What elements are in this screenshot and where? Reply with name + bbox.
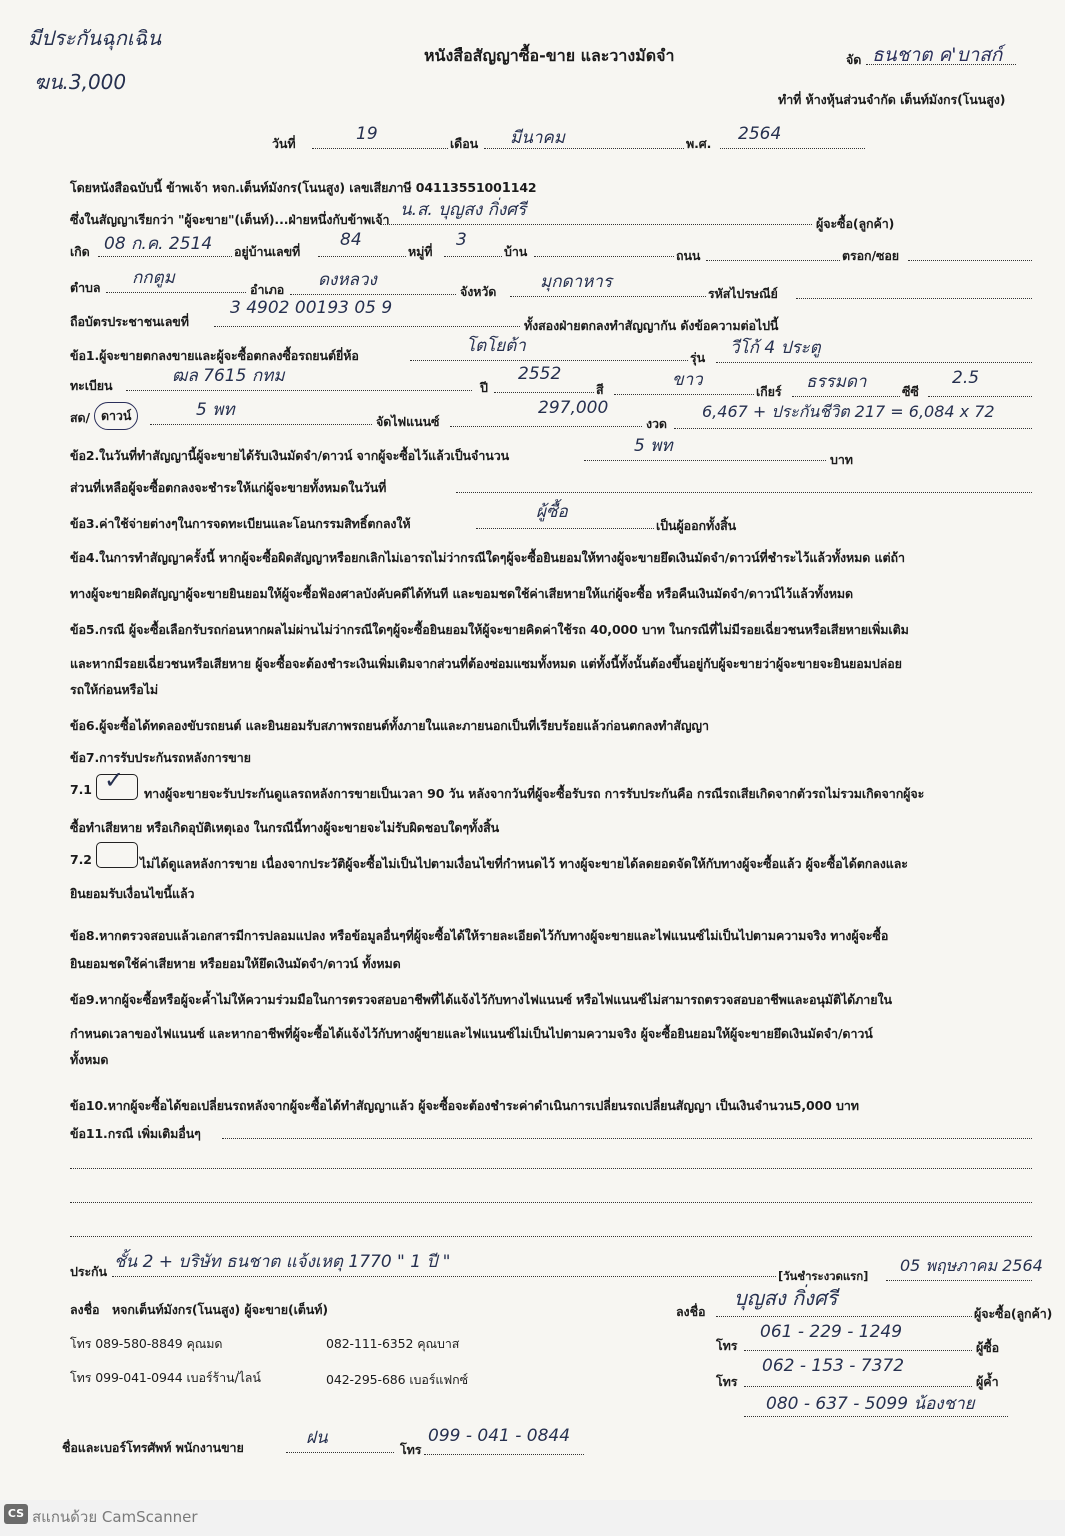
staff-name: ฝน [306, 1428, 328, 1448]
clause-9-line-2: กำหนดเวลาของไฟแนนซ์ และหากอาชีพที่ผู้จะซื้อได้แจ้งไว้กับทางผู้ขายและไฟแนนซ์ไม่เป็นไปตามความจริง ผู้จะซื้อยินยอมให้ผู้จะขายยึดเงินมัดจำ/ดาวน์ [70, 1026, 873, 1041]
guarantor-tel-label: โทร [716, 1374, 738, 1389]
seller-signature-text: หจกเต็นท์มังกร(โนนสูง) ผู้จะขาย(เต็นท์) [112, 1302, 328, 1317]
buyer-suffix: ผู้จะซื้อ(ลูกค้า) [816, 216, 895, 231]
clause-3-text: ข้อ3.ค่าใช้จ่ายต่างๆในการจดทะเบียนและโอนกรรมสิทธิ์ตกลงให้ [70, 516, 411, 531]
car-registration: ฒล 7615 กทม [172, 366, 285, 386]
clause-1-text: ข้อ1.ผู้จะขายตกลงขายและผู้จะซื้อตกลงซื้อรถยนต์ยี่ห้อ [70, 348, 359, 363]
shop-tel-3: โทร 099-041-0944 เบอร์ร้าน/ไลน์ [70, 1370, 261, 1385]
clause-3-who: ผู้ซื้อ [536, 502, 568, 522]
guarantor-tel: 062 - 153 - 7372 [762, 1356, 905, 1376]
staff-label: ชื่อและเบอร์โทรศัพท์ พนักงานขาย [62, 1440, 244, 1455]
gear-label: เกียร์ [756, 384, 782, 399]
buyer-sign-label: ลงชื่อ [676, 1304, 706, 1319]
installment-detail: 6,467 + ประกันชีวิต 217 = 6,084 x 72 [702, 402, 995, 421]
id-suffix: ทั้งสองฝ่ายตกลงทำสัญญากัน ดังข้อความต่อไปนี้ [524, 318, 779, 333]
down-amount: 5 พท [196, 400, 235, 420]
date-month-label: เดือน [450, 136, 479, 151]
house-label: อยู่บ้านเลขที่ [234, 244, 301, 259]
finance-amount: 297,000 [538, 398, 609, 418]
clause-5-line-2: และหากมีรอยเฉี่ยวชนหรือเสียหาย ผู้จะซื้อจะต้องชำระเงินเพิ่มเติมจากส่วนที่ต้องซ่อมแซมทั้งหมด แต่ทั้งนี้ทั้งนั้นต้องขึ้นอยู่กับผู้จะขายว่าผู้จะขายจะยินยอมปล่อย [70, 656, 902, 671]
clause-5-line-1: ข้อ5.กรณี ผู้จะซื้อเลือกรับรถก่อนหากผลไม่ผ่านไม่ว่ากรณีใดๆผู้จะซื้อยินยอมให้ผู้จะขายคิดค่าใช้รถ 40,000 บาท ในกรณีที่ไม่มีรอยเฉี่ยวชนหรือเสียหายเพิ่มเติม [70, 622, 909, 637]
province: มุกดาหาร [540, 272, 612, 292]
moo-number: 3 [456, 230, 467, 250]
clause-2-text: ข้อ2.ในวันที่ทำสัญญานี้ผู้จะขายได้รับเงินมัดจำ/ดาวน์ จากผู้จะซื้อไว้แล้วเป็นจำนวน [70, 448, 510, 463]
date-year-label: พ.ศ. [686, 136, 712, 151]
id-number: 3 4902 00193 05 9 [230, 298, 393, 318]
soi-label: ตรอก/ซอย [842, 248, 899, 263]
buyer-prefix: ซึ่งในสัญญาเรียกว่า "ผู้จะขาย"(เต็นท์)...ฝ่ายหนึ่งกับข้าพเจ้า [70, 212, 390, 227]
insurance-detail: ชั้น 2 + บริษัท ธนชาต แจ้งเหตุ 1770 " 1 ปี " [114, 1252, 451, 1272]
tambon: กกตูม [132, 268, 175, 288]
clause-7-1-line-2: ซื้อทำเสียหาย หรือเกิดอุบัติเหตุเอง ในกรณีนี้ทางผู้จะขายจะไม่รับผิดชอบใดๆทั้งสิ้น [70, 820, 500, 835]
clause-10-text: ข้อ10.หากผู้จะซื้อได้ขอเปลี่ยนรถหลังจากผู้จะซื้อได้ทำสัญญาแล้ว ผู้จะซื้อจะต้องชำระค่าดำเนินการเปลี่ยนรถเปลี่ยนสัญญา เป็นเงินจำนวน5,000 บาท [70, 1098, 859, 1113]
clause-2b-text: ส่วนที่เหลือผู้จะซื้อตกลงจะชำระให้แก่ผู้จะขายทั้งหมดในวันที่ [70, 480, 387, 495]
car-gear: ธรรมดา [806, 372, 867, 392]
finance-label: จัดไฟแนนซ์ [376, 414, 440, 429]
model-label: รุ่น [690, 350, 706, 365]
clause-11-text: ข้อ11.กรณี เพิ่มเติมอื่นๆ [70, 1126, 201, 1141]
staff-tel-label: โทร [400, 1442, 422, 1457]
checkmark-icon: ✓ [104, 766, 125, 794]
shop-tel-1: โทร 089-580-8849 คุณมด [70, 1336, 223, 1351]
clause-9-line-1: ข้อ9.หากผู้จะซื้อหรือผู้จะค้ำไม่ให้ความร่วมมือในการตรวจสอบอาชีพที่ได้แจ้งไว้กับทางไฟแนนซ์ หรือไฟแนนซ์ไม่สามารถตรวจสอบอาชีพและอนุมัติได้ภายใน [70, 992, 892, 1007]
shop-tel-4: 042-295-686 เบอร์แฟกซ์ [326, 1372, 468, 1387]
clause-3-suffix: เป็นผู้ออกทั้งสิ้น [656, 518, 737, 533]
date-day-label: วันที่ [272, 136, 296, 151]
year-label: ปี [480, 380, 488, 395]
clause-7-1-line-1: ทางผู้จะขายจะรับประกันดูแลรถหลังการขายเป็นเวลา 90 วัน หลังจากวันที่ผู้จะซื้อรับรถ การรับประกันคือ กรณีรถเสียเกิดจากตัวรถไม่รวมเกิดจากผู้จะ [144, 786, 925, 801]
installment-label: งวด [646, 416, 667, 431]
handwritten-note-1: มีประกันฉุกเฉิน [28, 26, 162, 50]
tambon-label: ตำบล [70, 280, 101, 295]
clause-7-2-checkbox[interactable] [96, 842, 138, 868]
moo-label: หมู่ที่ [408, 244, 433, 259]
clause-5-line-3: รถให้ก่อนหรือไม่ [70, 682, 159, 697]
car-cc: 2.5 [952, 368, 980, 388]
camscanner-watermark: สแกนด้วย CamScanner [32, 1508, 198, 1526]
place-text: ทำที่ ห้างหุ้นส่วนจำกัด เต็นท์มังกร(โนนสูง) [778, 92, 1006, 107]
car-color: ขาว [672, 370, 703, 390]
clause-7-2-number: 7.2 [70, 852, 92, 867]
born-date: 08 ก.ค. 2514 [104, 234, 213, 254]
date-day: 19 [356, 124, 378, 144]
province-label: จังหวัด [460, 284, 497, 299]
clause-9-line-3: ทั้งหมด [70, 1052, 109, 1067]
insurance-label: ประกัน [70, 1264, 107, 1279]
amphoe-label: อำเภอ [250, 282, 285, 297]
clause-6-text: ข้อ6.ผู้จะซื้อได้ทดลองขับรถยนต์ และยินยอมรับสภาพรถยนต์ทั้งภายในและภายนอกเป็นที่เรียบร้อยแล้วก่อนตกลงทำสัญญา [70, 718, 709, 733]
finance-company-handwritten: ธนชาต ค'บาสก์ [872, 44, 1003, 66]
car-year: 2552 [518, 364, 562, 384]
clause-7-heading: ข้อ7.การรับประกันรถหลังการขาย [70, 750, 251, 765]
guarantor-suffix: ผู้ค้ำ [976, 1374, 999, 1389]
buyer-name: น.ส. บุญสง กิ่งศรี [400, 200, 527, 220]
shop-tel-2: 082-111-6352 คุณบาส [326, 1336, 460, 1351]
postal-label: รหัสไปรษณีย์ [708, 286, 778, 301]
down-prefix: สด/ [70, 410, 91, 425]
color-label: สี [596, 382, 604, 397]
clause-8-line-1: ข้อ8.หากตรวจสอบแล้วเอกสารมีการปลอมแปลง หรือข้อมูลอื่นๆที่ผู้จะซื้อได้ให้รายละเอียดไว้กับทางผู้จะขายและไฟแนนซ์ไม่เป็นไปตามความจริง ทางผู้จะซื้อ [70, 928, 889, 943]
deposit-amount: 5 พท [634, 436, 673, 456]
clause-7-1-number: 7.1 [70, 782, 92, 797]
car-brand: โตโยต้า [466, 336, 526, 356]
clause-7-2-line-1: ไม่ได้ดูแลหลังการขาย เนื่องจากประวัติผู้จะซื้อไม่เป็นไปตามเงื่อนไขที่กำหนดไว้ ทางผู้จะขายได้ลดยอดจัดให้กับทางผู้จะซื้อแล้ว ผู้จะซื้อได้ตกลงและ [140, 856, 908, 871]
clause-8-line-2: ยินยอมชดใช้ค่าเสียหาย หรือยอมให้ยึดเงินมัดจำ/ดาวน์ ทั้งหมด [70, 956, 401, 971]
staff-tel: 099 - 041 - 0844 [428, 1426, 571, 1446]
house-number: 84 [340, 230, 362, 250]
guarantor-tel-2: 080 - 637 - 5099 น้องชาย [766, 1394, 975, 1414]
camscanner-logo-icon: CS [4, 1504, 28, 1524]
buyer-tel-suffix: ผู้ซื้อ [976, 1340, 1000, 1355]
clause-4-line-1: ข้อ4.ในการทำสัญญาครั้งนี้ หากผู้จะซื้อผิดสัญญาหรือยกเลิกไม่เอารถไม่ว่ากรณีใดๆผู้จะซื้อยินยอมให้ทางผู้จะขายยึดเงินมัดจำ/ดาวน์ที่ชำระไว้แล้วทั้งหมด แต่ถ้า [70, 550, 905, 565]
buyer-sign-suffix: ผู้จะซื้อ(ลูกค้า) [974, 1306, 1053, 1321]
date-year: 2564 [738, 124, 782, 144]
village-label: บ้าน [504, 244, 528, 259]
document-title: หนังสือสัญญาซื้อ-ขาย และวางมัดจำ [424, 46, 675, 65]
first-payment-label: [วันชำระงวดแรก] [778, 1269, 869, 1283]
down-circled-label: ดาวน์ [94, 402, 138, 430]
seller-sign-label: ลงชื่อ [70, 1302, 100, 1317]
clause-4-line-2: ทางผู้จะขายผิดสัญญาผู้จะขายยินยอมให้ผู้จะซื้อฟ้องศาลบังคับคดีได้ทันที และขอมชดใช้ค่าเสียหายให้แก่ผู้จะซื้อ หรือคืนเงินมัดจำ/ดาวน์ไว้แล้วทั้งหมด [70, 586, 854, 601]
top-right-label: จัด [846, 52, 862, 67]
car-model: วีโก้ 4 ประตู [730, 338, 821, 358]
reg-label: ทะเบียน [70, 378, 113, 393]
date-month: มีนาคม [510, 128, 565, 148]
handwritten-note-2: ฆน.3,000 [34, 70, 127, 94]
buyer-tel: 061 - 229 - 1249 [760, 1322, 903, 1342]
buyer-signature: บุญสง กิ่งศรี [734, 1286, 838, 1310]
cc-label: ซีซี [902, 384, 919, 399]
road-label: ถนน [676, 248, 701, 263]
born-label: เกิด [70, 244, 90, 259]
id-label: ถือบัตรประชาชนเลขที่ [70, 314, 189, 329]
buyer-tel-label: โทร [716, 1338, 738, 1353]
deposit-unit: บาท [830, 452, 853, 467]
seller-line: โดยหนังสือฉบับนี้ ข้าพเจ้า หจก.เต็นท์มังกร(โนนสูง) เลขเสียภาษี 04113551001142 [70, 180, 537, 196]
first-payment-date: 05 พฤษภาคม 2564 [900, 1256, 1043, 1275]
amphoe: ดงหลวง [318, 270, 377, 290]
clause-7-2-line-2: ยินยอมรับเงื่อนไขนี้แล้ว [70, 886, 195, 901]
